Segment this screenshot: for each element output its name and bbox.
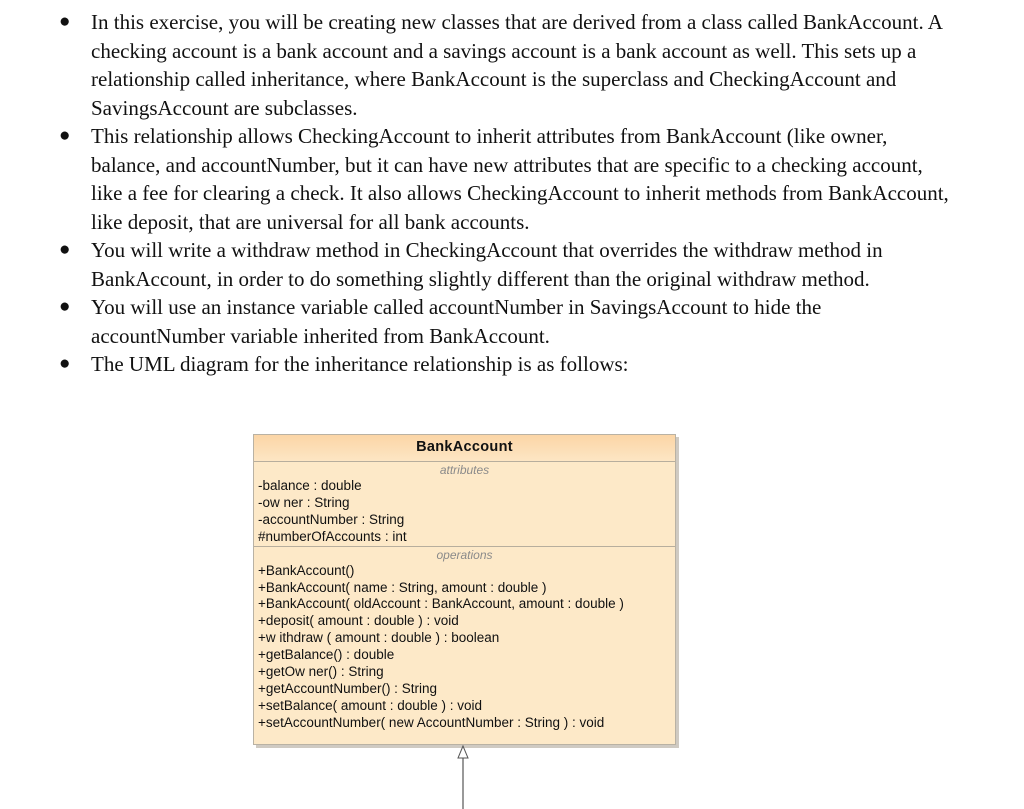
uml-class-header xyxy=(254,435,675,462)
bullet-icon: ● xyxy=(59,296,71,317)
bullet-icon: ● xyxy=(59,239,71,260)
operation-item: +setBalance( amount : double ) : void xyxy=(258,697,483,713)
list-item xyxy=(58,122,958,236)
attribute-item: -accountNumber : String xyxy=(258,511,405,527)
operation-item: +BankAccount() xyxy=(258,562,355,578)
operation-item: +getAccountNumber() : String xyxy=(258,680,437,696)
attributes-compartment xyxy=(254,462,675,547)
attribute-item: #numberOfAccounts : int xyxy=(258,528,407,544)
operation-item: +getOw ner() : String xyxy=(258,664,384,680)
list-item xyxy=(58,293,958,350)
operation-item: +deposit( amount : double ) : void xyxy=(258,613,459,629)
operation-item: +BankAccount( oldAccount : BankAccount, amount : double ) xyxy=(258,596,624,612)
operation-item: +w ithdraw ( amount : double ) : boolean xyxy=(258,630,500,646)
uml-class-name: BankAccount xyxy=(416,439,513,455)
list-item xyxy=(58,350,958,379)
operation-item: +getBalance() : double xyxy=(258,647,395,663)
uml-class-box xyxy=(253,434,676,745)
operation-item: +BankAccount( name : String, amount : double ) xyxy=(258,579,547,595)
bullet-icon: ● xyxy=(59,125,71,146)
bullet-text: You will write a withdraw method in CheckingAccount that overrides the withdraw method in BankAccount, in order to do something slightly different than the original withdraw method. xyxy=(91,238,883,291)
attribute-item: -balance : double xyxy=(258,478,362,493)
bullet-icon: ● xyxy=(59,353,71,374)
list-item xyxy=(58,8,958,122)
operation-item: +setAccountNumber( new AccountNumber : String ) : void xyxy=(258,714,605,730)
bullet-text: The UML diagram for the inheritance relationship is as follows: xyxy=(91,352,629,376)
inheritance-arrow xyxy=(448,745,478,809)
bullet-text: This relationship allows CheckingAccount to inherit attributes from BankAccount (like owner, balance, and accountNumber, but it can have new attributes that are specific to a checking account, like a fee for clearing a check. It also allows CheckingAccount to inherit methods from BankAccount, like deposit, that are universal for all bank accounts. xyxy=(91,124,949,234)
instruction-list xyxy=(58,8,958,379)
operations-label: operations xyxy=(436,547,493,562)
attribute-item: -ow ner : String xyxy=(258,494,350,510)
bullet-text: In this exercise, you will be creating new classes that are derived from a class called BankAccount. A checking account is a bank account and a savings account is a bank account as well. This sets up a relationship called inheritance, where BankAccount is the superclass and CheckingAccount and SavingsAccount are subclasses. xyxy=(91,10,942,120)
attributes-label: attributes xyxy=(439,463,490,477)
bullet-text: You will use an instance variable called accountNumber in SavingsAccount to hide the accountNumber variable inherited from BankAccount. xyxy=(91,295,822,348)
list-item xyxy=(58,236,958,293)
bullet-icon: ● xyxy=(59,11,71,32)
operations-compartment xyxy=(254,547,675,732)
inheritance-arrowhead-icon xyxy=(458,746,468,758)
